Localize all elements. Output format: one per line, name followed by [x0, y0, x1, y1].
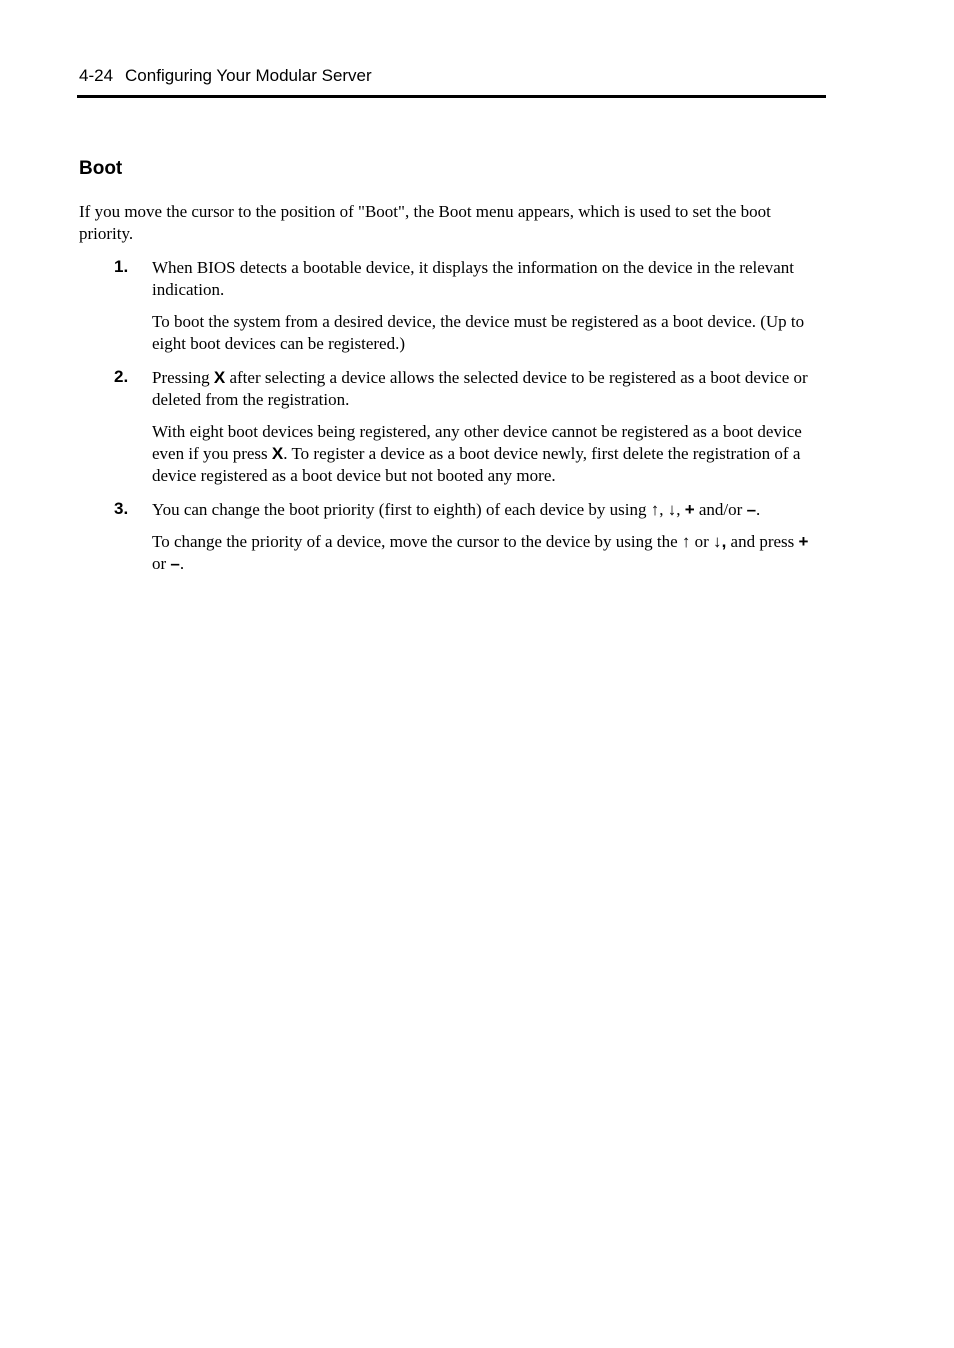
step-paragraph: When BIOS detects a bootable device, it displays the information on the device in the relevant indication.	[152, 258, 795, 299]
step-number: 3.	[114, 499, 129, 518]
page-number: 4-24	[79, 66, 114, 85]
document-body	[79, 201, 819, 587]
step-paragraph	[152, 531, 819, 575]
list-item	[79, 367, 819, 487]
text-run: and press	[726, 532, 799, 551]
text-run: Pressing	[152, 368, 214, 387]
step-number: 1.	[114, 257, 129, 276]
text-run: To change the priority of a device, move the cursor to the device by using the ↑ or ↓	[152, 532, 722, 551]
page-header	[79, 66, 372, 86]
step-paragraph	[152, 367, 819, 411]
step-paragraph	[152, 421, 819, 487]
text-run: You can change the boot priority (first to eighth) of each device by using ↑, ↓,	[152, 500, 685, 519]
step-number: 2.	[114, 367, 129, 386]
text-run: .	[756, 500, 761, 519]
text-run: .	[179, 554, 185, 573]
key-label: –	[170, 554, 180, 573]
step-paragraph	[152, 499, 819, 521]
key-label: +	[684, 500, 695, 519]
key-label: X	[271, 444, 284, 463]
text-run: or	[152, 554, 171, 573]
key-label: ,	[721, 532, 727, 551]
list-item	[79, 499, 819, 575]
key-label: –	[746, 500, 757, 519]
text-run: after selecting a device allows the selected device to be registered as a boot device or deleted from the registration.	[152, 368, 808, 409]
section-title: Boot	[79, 158, 123, 179]
text-run: With eight boot devices being registered, any other device cannot be registered as a boot device even if you press	[152, 422, 802, 463]
key-label: +	[798, 532, 809, 551]
list-item	[79, 257, 819, 355]
intro-paragraph: If you move the cursor to the position of "Boot", the Boot menu appears, which is used to set the boot priority.	[79, 202, 771, 243]
chapter-title: Configuring Your Modular Server	[125, 66, 372, 85]
key-label: X	[213, 368, 226, 387]
header-rule	[77, 95, 826, 98]
text-run: . To register a device as a boot device newly, first delete the registration of a device registered as a boot device but not booted any more.	[152, 444, 801, 485]
step-paragraph: To boot the system from a desired device, the device must be registered as a boot device. (Up to eight boot devices can be registered.)	[152, 312, 805, 353]
text-run: and/or	[694, 500, 747, 519]
